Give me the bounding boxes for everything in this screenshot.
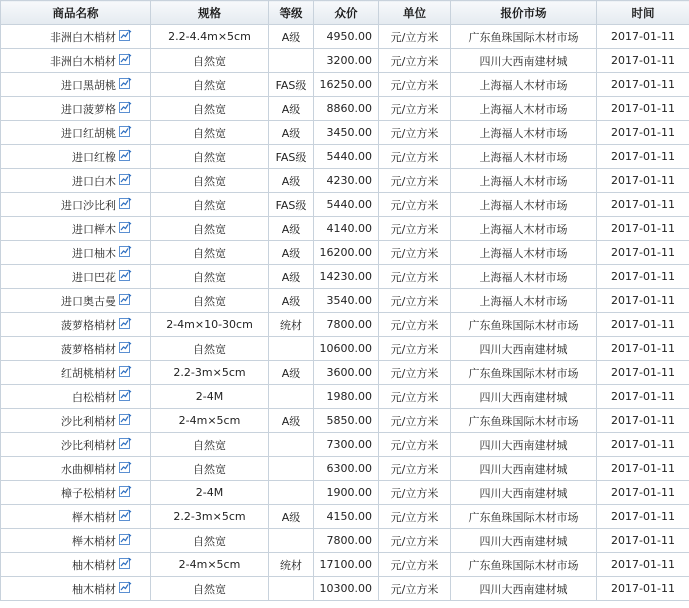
unit-cell: 元/立方米	[379, 289, 451, 313]
product-name-cell	[1, 241, 151, 265]
price-trend-chart-icon[interactable]	[119, 293, 132, 305]
product-name-cell	[1, 49, 151, 73]
table-body	[1, 25, 689, 601]
price-trend-chart-icon[interactable]	[119, 509, 132, 521]
price-cell: 4150.00	[314, 505, 379, 529]
spec-cell: 2.2-3m×5cm	[151, 505, 269, 529]
header-grade[interactable]: 等级	[269, 1, 314, 25]
price-cell: 16250.00	[314, 73, 379, 97]
table-row	[1, 337, 689, 361]
header-spec[interactable]: 规格	[151, 1, 269, 25]
date-cell: 2017-01-11	[597, 529, 689, 553]
spec-cell: 自然宽	[151, 577, 269, 601]
table-row	[1, 241, 689, 265]
date-cell: 2017-01-11	[597, 193, 689, 217]
product-name-cell	[1, 505, 151, 529]
product-name-link[interactable]: 进口白木	[72, 174, 116, 188]
market-cell: 上海福人木材市场	[451, 145, 597, 169]
price-cell: 1900.00	[314, 481, 379, 505]
date-cell: 2017-01-11	[597, 121, 689, 145]
unit-cell: 元/立方米	[379, 97, 451, 121]
grade-cell: A级	[269, 121, 314, 145]
price-trend-chart-icon[interactable]	[119, 173, 132, 185]
table-row	[1, 529, 689, 553]
date-cell: 2017-01-11	[597, 337, 689, 361]
product-name-link[interactable]: 沙比利梢材	[61, 438, 116, 452]
product-name-link[interactable]: 菠萝格梢材	[61, 318, 116, 332]
header-market[interactable]: 报价市场	[451, 1, 597, 25]
product-name-cell	[1, 481, 151, 505]
market-cell: 上海福人木材市场	[451, 217, 597, 241]
grade-cell: A级	[269, 217, 314, 241]
table-row	[1, 361, 689, 385]
product-name-link[interactable]: 进口巴花	[72, 270, 116, 284]
spec-cell: 自然宽	[151, 457, 269, 481]
price-cell: 4230.00	[314, 169, 379, 193]
price-cell: 3450.00	[314, 121, 379, 145]
table-row	[1, 289, 689, 313]
grade-cell: A级	[269, 265, 314, 289]
price-trend-chart-icon[interactable]	[119, 197, 132, 209]
price-cell: 3600.00	[314, 361, 379, 385]
spec-cell: 自然宽	[151, 169, 269, 193]
unit-cell: 元/立方米	[379, 121, 451, 145]
spec-cell: 自然宽	[151, 289, 269, 313]
header-row	[1, 1, 689, 25]
grade-cell	[269, 433, 314, 457]
market-cell: 广东鱼珠国际木材市场	[451, 25, 597, 49]
grade-cell	[269, 529, 314, 553]
date-cell: 2017-01-11	[597, 577, 689, 601]
unit-cell: 元/立方米	[379, 73, 451, 97]
unit-cell: 元/立方米	[379, 409, 451, 433]
market-cell: 四川大西南建材城	[451, 481, 597, 505]
product-name-link[interactable]: 进口菠萝格	[61, 102, 116, 116]
market-cell: 广东鱼珠国际木材市场	[451, 361, 597, 385]
grade-cell: A级	[269, 25, 314, 49]
product-name-link[interactable]: 樟子松梢材	[61, 486, 116, 500]
date-cell: 2017-01-11	[597, 265, 689, 289]
product-name-cell	[1, 289, 151, 313]
unit-cell: 元/立方米	[379, 145, 451, 169]
product-name-cell	[1, 121, 151, 145]
unit-cell: 元/立方米	[379, 361, 451, 385]
grade-cell: A级	[269, 169, 314, 193]
spec-cell: 2-4m×5cm	[151, 553, 269, 577]
market-cell: 四川大西南建材城	[451, 529, 597, 553]
price-trend-chart-icon[interactable]	[119, 101, 132, 113]
table-row	[1, 577, 689, 601]
price-trend-chart-icon[interactable]	[119, 341, 132, 353]
product-name-cell	[1, 409, 151, 433]
spec-cell: 自然宽	[151, 217, 269, 241]
price-trend-chart-icon[interactable]	[119, 77, 132, 89]
grade-cell: FAS级	[269, 193, 314, 217]
unit-cell: 元/立方米	[379, 433, 451, 457]
market-cell: 上海福人木材市场	[451, 265, 597, 289]
price-trend-chart-icon[interactable]	[119, 53, 132, 65]
spec-cell: 自然宽	[151, 241, 269, 265]
table-row	[1, 73, 689, 97]
price-trend-chart-icon[interactable]	[119, 581, 132, 593]
header-price[interactable]: 众价	[314, 1, 379, 25]
date-cell: 2017-01-11	[597, 169, 689, 193]
date-cell: 2017-01-11	[597, 241, 689, 265]
table-row	[1, 265, 689, 289]
table-row	[1, 97, 689, 121]
product-name-cell	[1, 169, 151, 193]
table-row	[1, 217, 689, 241]
table-row	[1, 25, 689, 49]
grade-cell: A级	[269, 289, 314, 313]
table-row	[1, 505, 689, 529]
product-name-cell	[1, 553, 151, 577]
product-name-cell	[1, 25, 151, 49]
price-cell: 3540.00	[314, 289, 379, 313]
spec-cell: 2-4M	[151, 385, 269, 409]
spec-cell: 2-4m×10-30cm	[151, 313, 269, 337]
spec-cell: 自然宽	[151, 193, 269, 217]
product-name-cell	[1, 361, 151, 385]
product-name-cell	[1, 529, 151, 553]
product-name-link[interactable]: 榉木梢材	[72, 534, 116, 548]
price-trend-chart-icon[interactable]	[119, 413, 132, 425]
price-cell: 5850.00	[314, 409, 379, 433]
date-cell: 2017-01-11	[597, 361, 689, 385]
product-name-cell	[1, 577, 151, 601]
spec-cell: 自然宽	[151, 97, 269, 121]
price-cell: 6300.00	[314, 457, 379, 481]
unit-cell: 元/立方米	[379, 553, 451, 577]
market-cell: 四川大西南建材城	[451, 385, 597, 409]
product-name-link[interactable]: 进口柚木	[72, 246, 116, 260]
spec-cell: 自然宽	[151, 529, 269, 553]
grade-cell: A级	[269, 361, 314, 385]
date-cell: 2017-01-11	[597, 433, 689, 457]
unit-cell: 元/立方米	[379, 241, 451, 265]
price-cell: 7300.00	[314, 433, 379, 457]
spec-cell: 自然宽	[151, 265, 269, 289]
price-trend-chart-icon[interactable]	[119, 245, 132, 257]
unit-cell: 元/立方米	[379, 481, 451, 505]
date-cell: 2017-01-11	[597, 73, 689, 97]
table-row	[1, 433, 689, 457]
grade-cell	[269, 457, 314, 481]
spec-cell: 自然宽	[151, 145, 269, 169]
product-name-cell	[1, 385, 151, 409]
product-name-link[interactable]: 进口沙比利	[61, 198, 116, 212]
market-cell: 四川大西南建材城	[451, 337, 597, 361]
table-row	[1, 121, 689, 145]
price-cell: 17100.00	[314, 553, 379, 577]
grade-cell: A级	[269, 409, 314, 433]
table-row	[1, 145, 689, 169]
unit-cell: 元/立方米	[379, 457, 451, 481]
market-cell: 四川大西南建材城	[451, 457, 597, 481]
price-cell: 1980.00	[314, 385, 379, 409]
unit-cell: 元/立方米	[379, 577, 451, 601]
date-cell: 2017-01-11	[597, 49, 689, 73]
product-name-link[interactable]: 白松梢材	[72, 390, 116, 404]
product-name-link[interactable]: 柚木梢材	[72, 582, 116, 596]
unit-cell: 元/立方米	[379, 529, 451, 553]
product-name-link[interactable]: 沙比利梢材	[61, 414, 116, 428]
price-trend-chart-icon[interactable]	[119, 461, 132, 473]
spec-cell: 自然宽	[151, 337, 269, 361]
product-name-link[interactable]: 进口黑胡桃	[61, 78, 116, 92]
price-cell: 3200.00	[314, 49, 379, 73]
market-cell: 广东鱼珠国际木材市场	[451, 409, 597, 433]
spec-cell: 2-4m×5cm	[151, 409, 269, 433]
grade-cell: A级	[269, 241, 314, 265]
date-cell: 2017-01-11	[597, 217, 689, 241]
product-name-cell	[1, 193, 151, 217]
product-name-cell	[1, 433, 151, 457]
price-cell: 7800.00	[314, 529, 379, 553]
header-product-name[interactable]: 商品名称	[1, 1, 151, 25]
market-cell: 广东鱼珠国际木材市场	[451, 505, 597, 529]
price-trend-chart-icon[interactable]	[119, 29, 132, 41]
date-cell: 2017-01-11	[597, 25, 689, 49]
market-cell: 上海福人木材市场	[451, 241, 597, 265]
product-name-link[interactable]: 进口红胡桃	[61, 126, 116, 140]
price-trend-chart-icon[interactable]	[119, 557, 132, 569]
price-cell: 14230.00	[314, 265, 379, 289]
date-cell: 2017-01-11	[597, 97, 689, 121]
price-trend-chart-icon[interactable]	[119, 149, 132, 161]
product-name-cell	[1, 97, 151, 121]
market-cell: 上海福人木材市场	[451, 193, 597, 217]
market-cell: 上海福人木材市场	[451, 289, 597, 313]
table-row	[1, 49, 689, 73]
market-cell: 上海福人木材市场	[451, 97, 597, 121]
date-cell: 2017-01-11	[597, 289, 689, 313]
market-cell: 四川大西南建材城	[451, 433, 597, 457]
price-cell: 10600.00	[314, 337, 379, 361]
price-trend-chart-icon[interactable]	[119, 485, 132, 497]
product-name-cell	[1, 265, 151, 289]
spec-cell: 2-4M	[151, 481, 269, 505]
date-cell: 2017-01-11	[597, 457, 689, 481]
product-name-link[interactable]: 榉木梢材	[72, 510, 116, 524]
unit-cell: 元/立方米	[379, 337, 451, 361]
price-cell: 5440.00	[314, 193, 379, 217]
market-cell: 上海福人木材市场	[451, 73, 597, 97]
grade-cell: A级	[269, 97, 314, 121]
table-row	[1, 313, 689, 337]
price-trend-chart-icon[interactable]	[119, 125, 132, 137]
unit-cell: 元/立方米	[379, 385, 451, 409]
table-row	[1, 193, 689, 217]
spec-cell: 自然宽	[151, 433, 269, 457]
header-date[interactable]: 时间	[597, 1, 689, 25]
spec-cell: 自然宽	[151, 73, 269, 97]
table-row	[1, 457, 689, 481]
spec-cell: 自然宽	[151, 121, 269, 145]
product-name-link[interactable]: 进口红橡	[72, 150, 116, 164]
product-name-link[interactable]: 非洲白木梢材	[50, 54, 116, 68]
product-name-link[interactable]: 柚木梢材	[72, 558, 116, 572]
grade-cell	[269, 481, 314, 505]
product-name-cell	[1, 337, 151, 361]
unit-cell: 元/立方米	[379, 169, 451, 193]
price-cell: 4140.00	[314, 217, 379, 241]
product-name-link[interactable]: 水曲柳梢材	[61, 462, 116, 476]
header-unit[interactable]: 单位	[379, 1, 451, 25]
table-row	[1, 409, 689, 433]
price-cell: 16200.00	[314, 241, 379, 265]
product-name-link[interactable]: 菠萝格梢材	[61, 342, 116, 356]
price-cell: 7800.00	[314, 313, 379, 337]
grade-cell: FAS级	[269, 73, 314, 97]
table-row	[1, 169, 689, 193]
date-cell: 2017-01-11	[597, 145, 689, 169]
unit-cell: 元/立方米	[379, 49, 451, 73]
price-cell: 4950.00	[314, 25, 379, 49]
date-cell: 2017-01-11	[597, 409, 689, 433]
market-cell: 上海福人木材市场	[451, 121, 597, 145]
unit-cell: 元/立方米	[379, 505, 451, 529]
price-trend-chart-icon[interactable]	[119, 221, 132, 233]
grade-cell: 统材	[269, 553, 314, 577]
grade-cell: 统材	[269, 313, 314, 337]
spec-cell: 2.2-3m×5cm	[151, 361, 269, 385]
price-trend-chart-icon[interactable]	[119, 317, 132, 329]
product-name-cell	[1, 457, 151, 481]
product-name-link[interactable]: 进口奥古曼	[61, 294, 116, 308]
grade-cell	[269, 385, 314, 409]
date-cell: 2017-01-11	[597, 313, 689, 337]
unit-cell: 元/立方米	[379, 217, 451, 241]
date-cell: 2017-01-11	[597, 505, 689, 529]
market-cell: 上海福人木材市场	[451, 169, 597, 193]
price-trend-chart-icon[interactable]	[119, 533, 132, 545]
price-trend-chart-icon[interactable]	[119, 269, 132, 281]
table-row	[1, 553, 689, 577]
product-name-cell	[1, 145, 151, 169]
unit-cell: 元/立方米	[379, 193, 451, 217]
date-cell: 2017-01-11	[597, 385, 689, 409]
market-cell: 四川大西南建材城	[451, 577, 597, 601]
grade-cell	[269, 49, 314, 73]
unit-cell: 元/立方米	[379, 313, 451, 337]
date-cell: 2017-01-11	[597, 553, 689, 577]
price-cell: 10300.00	[314, 577, 379, 601]
market-cell: 广东鱼珠国际木材市场	[451, 313, 597, 337]
product-name-cell	[1, 73, 151, 97]
price-trend-chart-icon[interactable]	[119, 437, 132, 449]
grade-cell: FAS级	[269, 145, 314, 169]
table-row	[1, 385, 689, 409]
price-cell: 8860.00	[314, 97, 379, 121]
product-name-link[interactable]: 非洲白木梢材	[50, 30, 116, 44]
grade-cell	[269, 337, 314, 361]
price-cell: 5440.00	[314, 145, 379, 169]
product-name-link[interactable]: 红胡桃梢材	[61, 366, 116, 380]
table-row	[1, 481, 689, 505]
price-trend-chart-icon[interactable]	[119, 365, 132, 377]
price-trend-chart-icon[interactable]	[119, 389, 132, 401]
grade-cell: A级	[269, 505, 314, 529]
spec-cell: 自然宽	[151, 49, 269, 73]
product-name-cell	[1, 217, 151, 241]
unit-cell: 元/立方米	[379, 265, 451, 289]
market-cell: 四川大西南建材城	[451, 49, 597, 73]
grade-cell	[269, 577, 314, 601]
spec-cell: 2.2-4.4m×5cm	[151, 25, 269, 49]
product-name-link[interactable]: 进口榉木	[72, 222, 116, 236]
unit-cell: 元/立方米	[379, 25, 451, 49]
date-cell: 2017-01-11	[597, 481, 689, 505]
product-name-cell	[1, 313, 151, 337]
market-cell: 广东鱼珠国际木材市场	[451, 553, 597, 577]
